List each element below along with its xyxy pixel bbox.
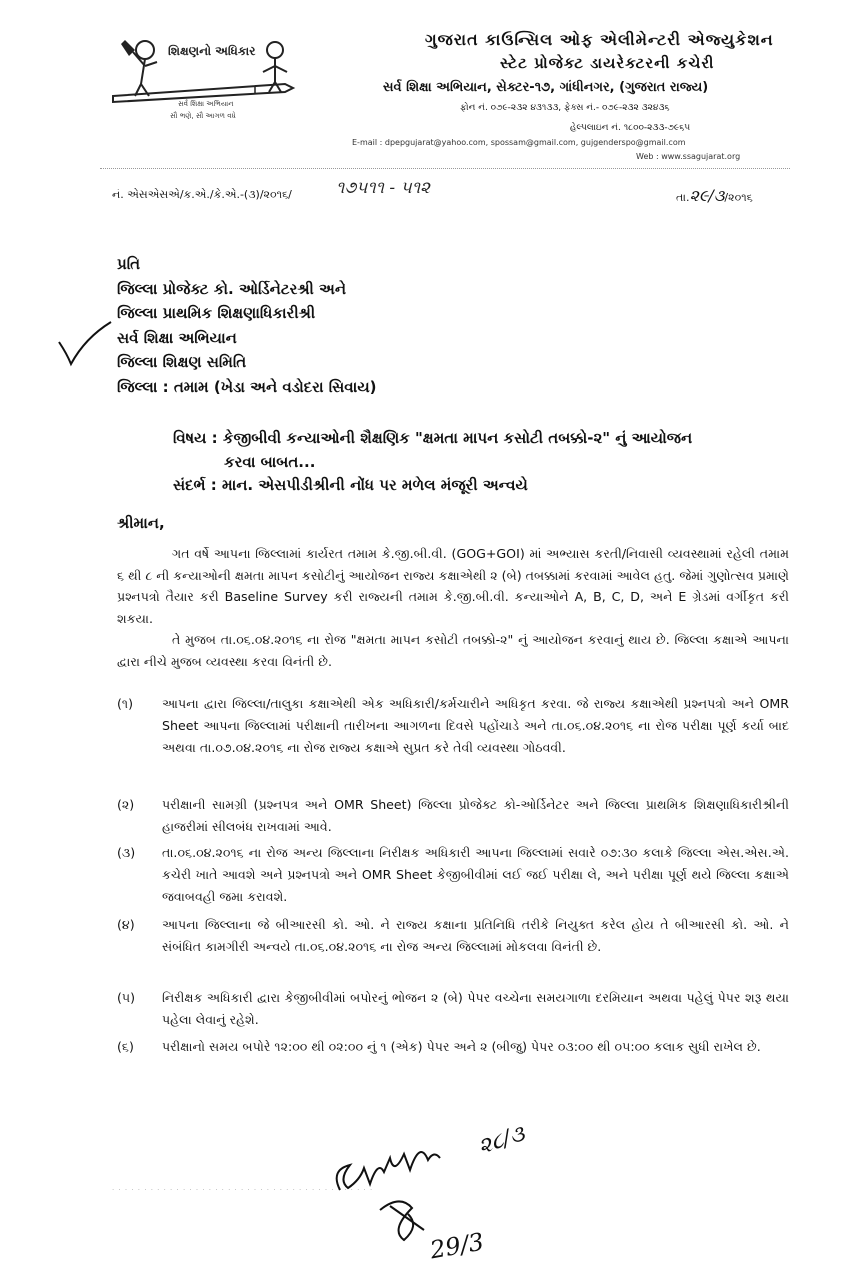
body-paragraph-2: તે મુજબ તા.૦૬.૦૪.૨૦૧૬ ના રોજ "ક્ષમતા માપન કસોટી તબક્કો-૨" નું આયોજન કરવાનું થાય છે. જિલ્લા કક્ષાએ આપના દ્વારા નીચે મુજબ વ્યવસ્થા કરવા વિનંતી છે. — [117, 632, 789, 669]
list-item-text: પરીક્ષાની સામગ્રી (પ્રશ્નપત્ર અને OMR Sheet) જિલ્લા પ્રોજેક્ટ કો-ઓર્ડિનેટર અને જિલ્લા પ્રાથમિક શિક્ષણાધિકારીશ્રીની હાજરીમાં સીલબંધ રાખવામાં આવે. — [162, 797, 789, 834]
phone-fax: ફોન નં. ૦૭૯-૨૩૨ ૪૩૧૩૩, ફેક્સ નં.- ૦૭૯-૨૩૨ ૩૨૪૩૬ — [460, 103, 670, 113]
list-item — [117, 987, 789, 1031]
list-item-number: (૩) — [117, 845, 136, 860]
list-item-number: (૪) — [117, 917, 135, 932]
logo-title: શિક્ષણનો અધિકાર — [168, 44, 256, 58]
date-year: /૨૦૧૬ — [724, 191, 753, 204]
office-address: સર્વ શિક્ષા અભિયાન, સેક્ટર-૧૭, ગાંધીનગર, (ગુજરાત રાજ્ય) — [383, 80, 709, 95]
letter-date — [676, 186, 753, 206]
greeting: શ્રીમાન, — [117, 514, 165, 532]
list-item-number: (૬) — [117, 1039, 134, 1054]
subject-line-2: કરવા બાબત... — [224, 453, 316, 471]
reference-number-handwritten: ૧૭૫૧૧ - ૫૧૨ — [336, 178, 431, 198]
subject-reference: સંદર્ભ : માન. એસપીડીશ્રીની નોંધ પર મળેલ મંજૂરી અન્વયે — [173, 476, 528, 494]
list-item-text: નિરીક્ષક અધિકારી દ્વારા કેજીબીવીમાં બપોરનું ભોજન ૨ (બે) પેપર વચ્ચેના સમયગાળા દરમિયાન અથવા પહેલું પેપર શરૂ થયા પહેલા લેવાનું રહેશે. — [162, 990, 789, 1027]
web-line: Web : www.ssagujarat.org — [636, 152, 741, 161]
list-item — [117, 1036, 789, 1058]
header-divider — [100, 168, 790, 169]
list-item-text: પરીક્ષાનો સમય બપોરે ૧૨:૦૦ થી ૦૨:૦૦ નું ૧ (એક) પેપર અને ૨ (બીજુ) પેપર ૦૩:૦૦ થી ૦૫:૦૦ કલાક સુધી રાખેલ છે. — [162, 1039, 761, 1054]
list-item-text: આપના જિલ્લાના જે બીઆરસી કો. ઓ. ને રાજ્ય કક્ષાના પ્રતિનિધિ તરીકે નિયુક્ત કરેલ હોય તે બીઆરસી કો. ઓ. ને સંબંધિત કામગીરી અન્વયે તા.૦૬.૦૪.૨૦૧૬ ના રોજ અન્ય જિલ્લામાં મોકલવા વિનંતી છે. — [162, 917, 789, 954]
reference-number — [112, 188, 292, 202]
list-item — [117, 693, 789, 759]
list-item-number: (૫) — [117, 990, 136, 1005]
reference-number-label: નં. એસએસએ/ક.એ./કે.એ.-(૩)/૨૦૧૬/ — [112, 188, 292, 201]
organization-name: ગુજરાત કાઉન્સિલ ઓફ એલીમેન્ટરી એજ્યુકેશન — [425, 30, 774, 49]
list-item-text: આપના દ્વારા જિલ્લા/તાલુકા કક્ષાએથી એક અધિકારી/કર્મચારીને અધિકૃત કરવા. જે રાજ્ય કક્ષાએથી પ્રશ્નપત્રો અને OMR Sheet આપના જિલ્લામાં પરીક્ષાની તારીખના આગળના દિવસે પહોંચાડે અને તા.૦૬.૦૪.૨૦૧૬ ના રોજ પરીક્ષા પૂર્ણ કર્યા બાદ અથવા તા.૦૭.૦૪.૨૦૧૬ ના રોજ રાજ્ય કક્ષાએ સુપ્રત કરે તેવી વ્યવસ્થા ગોઠવવી. — [162, 696, 789, 755]
logo-subtitle-1: સર્વ શિક્ષા અભિયાન — [178, 100, 234, 108]
office-name: સ્ટેટ પ્રોજેક્ટ ડાયરેક્ટરની કચેરી — [500, 54, 715, 72]
faint-footer-trace: · · · · · · · · · · · · · · · · · · · · · · · · · · · · · · · · · · · · · · · · · — [112, 1186, 374, 1194]
date-label: તા. — [676, 191, 690, 204]
recipient-line: સર્વ શિક્ષા અભિયાન — [117, 328, 237, 347]
list-item — [117, 914, 789, 958]
list-item-text: તા.૦૬.૦૪.૨૦૧૬ ના રોજ અન્ય જિલ્લાના નિરીક્ષક અધિકારી આપના જિલ્લામાં સવારે ૦૭:૩૦ કલાકે જિલ્લા એસ.એસ.એ. કચેરી ખાતે આવશે અને પ્રશ્નપત્રો અને OMR Sheet કેજીબીવીમાં લઈ જઈ પરીક્ષા લે, અને પરીક્ષા પૂર્ણ થયે જિલ્લા કક્ષાએ જવાબવહી જમા કરાવશે. — [162, 845, 789, 904]
email-line: E-mail : dpepgujarat@yahoo.com, spossam@gmail.com, gujgenderspo@gmail.com — [352, 138, 686, 147]
recipient-line: પ્રતિ — [117, 255, 141, 273]
helpline: હેલ્પલાઇન નં. ૧૮૦૦-૨૩૩-૭૯૬૫ — [570, 123, 691, 133]
subject-line-1: વિષય : કેજીબીવી કન્યાઓની શૈક્ષણિક "ક્ષમતા માપન કસોટી તબક્કો-૨" નું આયોજન — [173, 429, 693, 447]
date-handwritten: ૨૯/૩ — [689, 186, 725, 205]
handwritten-date-2: 29/3 — [427, 1227, 486, 1265]
recipient-line: જિલ્લા પ્રાથમિક શિક્ષણાધિકારીશ્રી — [117, 304, 316, 322]
list-item — [117, 794, 789, 838]
recipient-line: જિલ્લા પ્રોજેક્ટ કો. ઓર્ડિનેટરશ્રી અને — [117, 279, 347, 298]
list-item-number: (૧) — [117, 696, 133, 711]
recipient-block — [117, 252, 376, 399]
subject — [173, 426, 793, 474]
handwritten-date-1: ૨૮/૩ — [475, 1121, 528, 1160]
recipient-line: જિલ્લા શિક્ષણ સમિતિ — [117, 353, 247, 371]
list-item — [117, 842, 789, 908]
checkmark-icon — [55, 320, 115, 374]
body-paragraph-1: ગત વર્ષે આપના જિલ્લામાં કાર્યરત તમામ કે.જી.બી.વી. (GOG+GOI) માં અભ્યાસ કરતી/નિવાસી વ્યવસ્થામાં રહેલી તમામ ૬ થી ૮ ની કન્યાઓની ક્ષમતા માપન કસોટીનું આયોજન રાજ્ય કક્ષાએથી ૨ (બે) તબક્કામાં કરવામાં આવેલ હતુ. જેમાં ગુણોત્સવ પ્રમાણે પ્રશ્નપત્રો તૈયાર કરી Baseline Survey કરી રાજ્યની તમામ કે.જી.બી.વી. કન્યાઓને A, B, C, D, અને E ગ્રેડમાં વર્ગીકૃત કરી શકયા. — [117, 546, 789, 626]
list-item-number: (૨) — [117, 797, 135, 812]
logo-subtitle-2: સૌ ભણે, સૌ આગળ વધે — [170, 112, 236, 120]
recipient-line: જિલ્લા : તમામ (ખેડા અને વડોદરા સિવાય) — [117, 377, 377, 396]
